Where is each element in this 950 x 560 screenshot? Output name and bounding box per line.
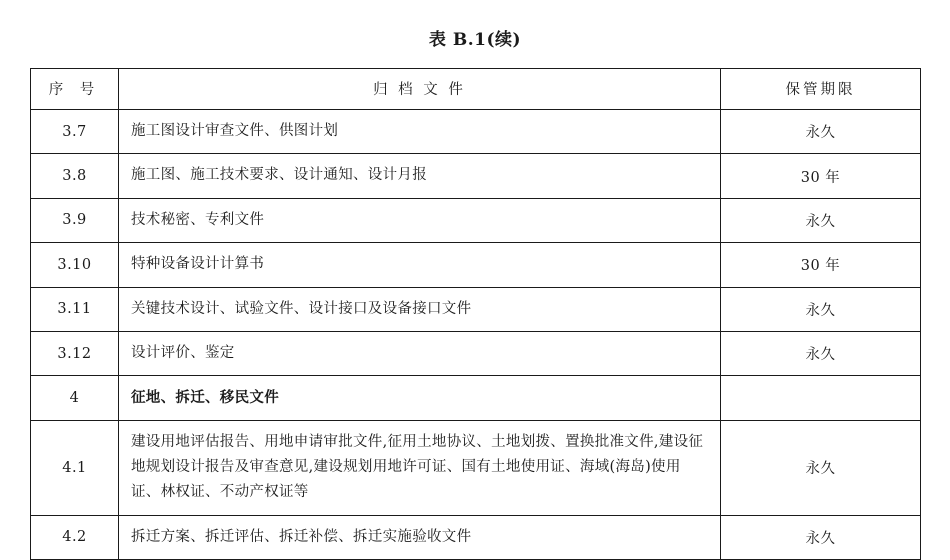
- table-row: [31, 287, 921, 331]
- row-document: 技术秘密、专利文件: [119, 198, 721, 242]
- table-container: [0, 68, 950, 560]
- row-document: 建设用地评估报告、用地申请审批文件,征用土地协议、土地划拨、置换批准文件,建设征地规划设计报告及审查意见,建设规划用地许可证、国有土地使用证、海域(海岛)使用证、林权证、不动产权证等: [119, 420, 721, 515]
- row-no: 4: [31, 376, 119, 420]
- table-row: [31, 243, 921, 287]
- row-term: 30 年: [721, 154, 921, 198]
- column-header-term: 保管期限: [721, 69, 921, 110]
- row-document: 设计评价、鉴定: [119, 331, 721, 375]
- column-header-document: 归 档 文 件: [119, 69, 721, 110]
- row-term: 永久: [721, 287, 921, 331]
- table-row: [31, 515, 921, 559]
- row-term: 永久: [721, 420, 921, 515]
- row-no: 3.10: [31, 243, 119, 287]
- column-header-no: 序 号: [31, 69, 119, 110]
- row-term: 永久: [721, 110, 921, 154]
- row-document: 施工图设计审查文件、供图计划: [119, 110, 721, 154]
- row-term: 永久: [721, 515, 921, 559]
- row-document: 关键技术设计、试验文件、设计接口及设备接口文件: [119, 287, 721, 331]
- row-document: 施工图、施工技术要求、设计通知、设计月报: [119, 154, 721, 198]
- row-no: 3.8: [31, 154, 119, 198]
- row-no: 3.7: [31, 110, 119, 154]
- table-caption: [0, 0, 950, 68]
- row-document: 特种设备设计计算书: [119, 243, 721, 287]
- row-no: 4.2: [31, 515, 119, 559]
- table-row: [31, 110, 921, 154]
- table-row: [31, 420, 921, 515]
- table-caption-main: 表 B.1: [428, 30, 487, 50]
- table-header: [31, 69, 921, 110]
- archive-document-table: [30, 68, 921, 560]
- table-header-row: [31, 69, 921, 110]
- table-row: [31, 376, 921, 420]
- row-term: 永久: [721, 198, 921, 242]
- table-row: [31, 198, 921, 242]
- row-term: [721, 376, 921, 420]
- table-body: [31, 110, 921, 560]
- table-row: [31, 154, 921, 198]
- row-term: 30 年: [721, 243, 921, 287]
- row-term: 永久: [721, 331, 921, 375]
- row-no: 3.9: [31, 198, 119, 242]
- table-caption-suffix: (续): [486, 30, 522, 50]
- row-no: 3.11: [31, 287, 119, 331]
- row-no: 3.12: [31, 331, 119, 375]
- row-no: 4.1: [31, 420, 119, 515]
- row-document: 征地、拆迁、移民文件: [119, 376, 721, 420]
- table-row: [31, 331, 921, 375]
- row-document: 拆迁方案、拆迁评估、拆迁补偿、拆迁实施验收文件: [119, 515, 721, 559]
